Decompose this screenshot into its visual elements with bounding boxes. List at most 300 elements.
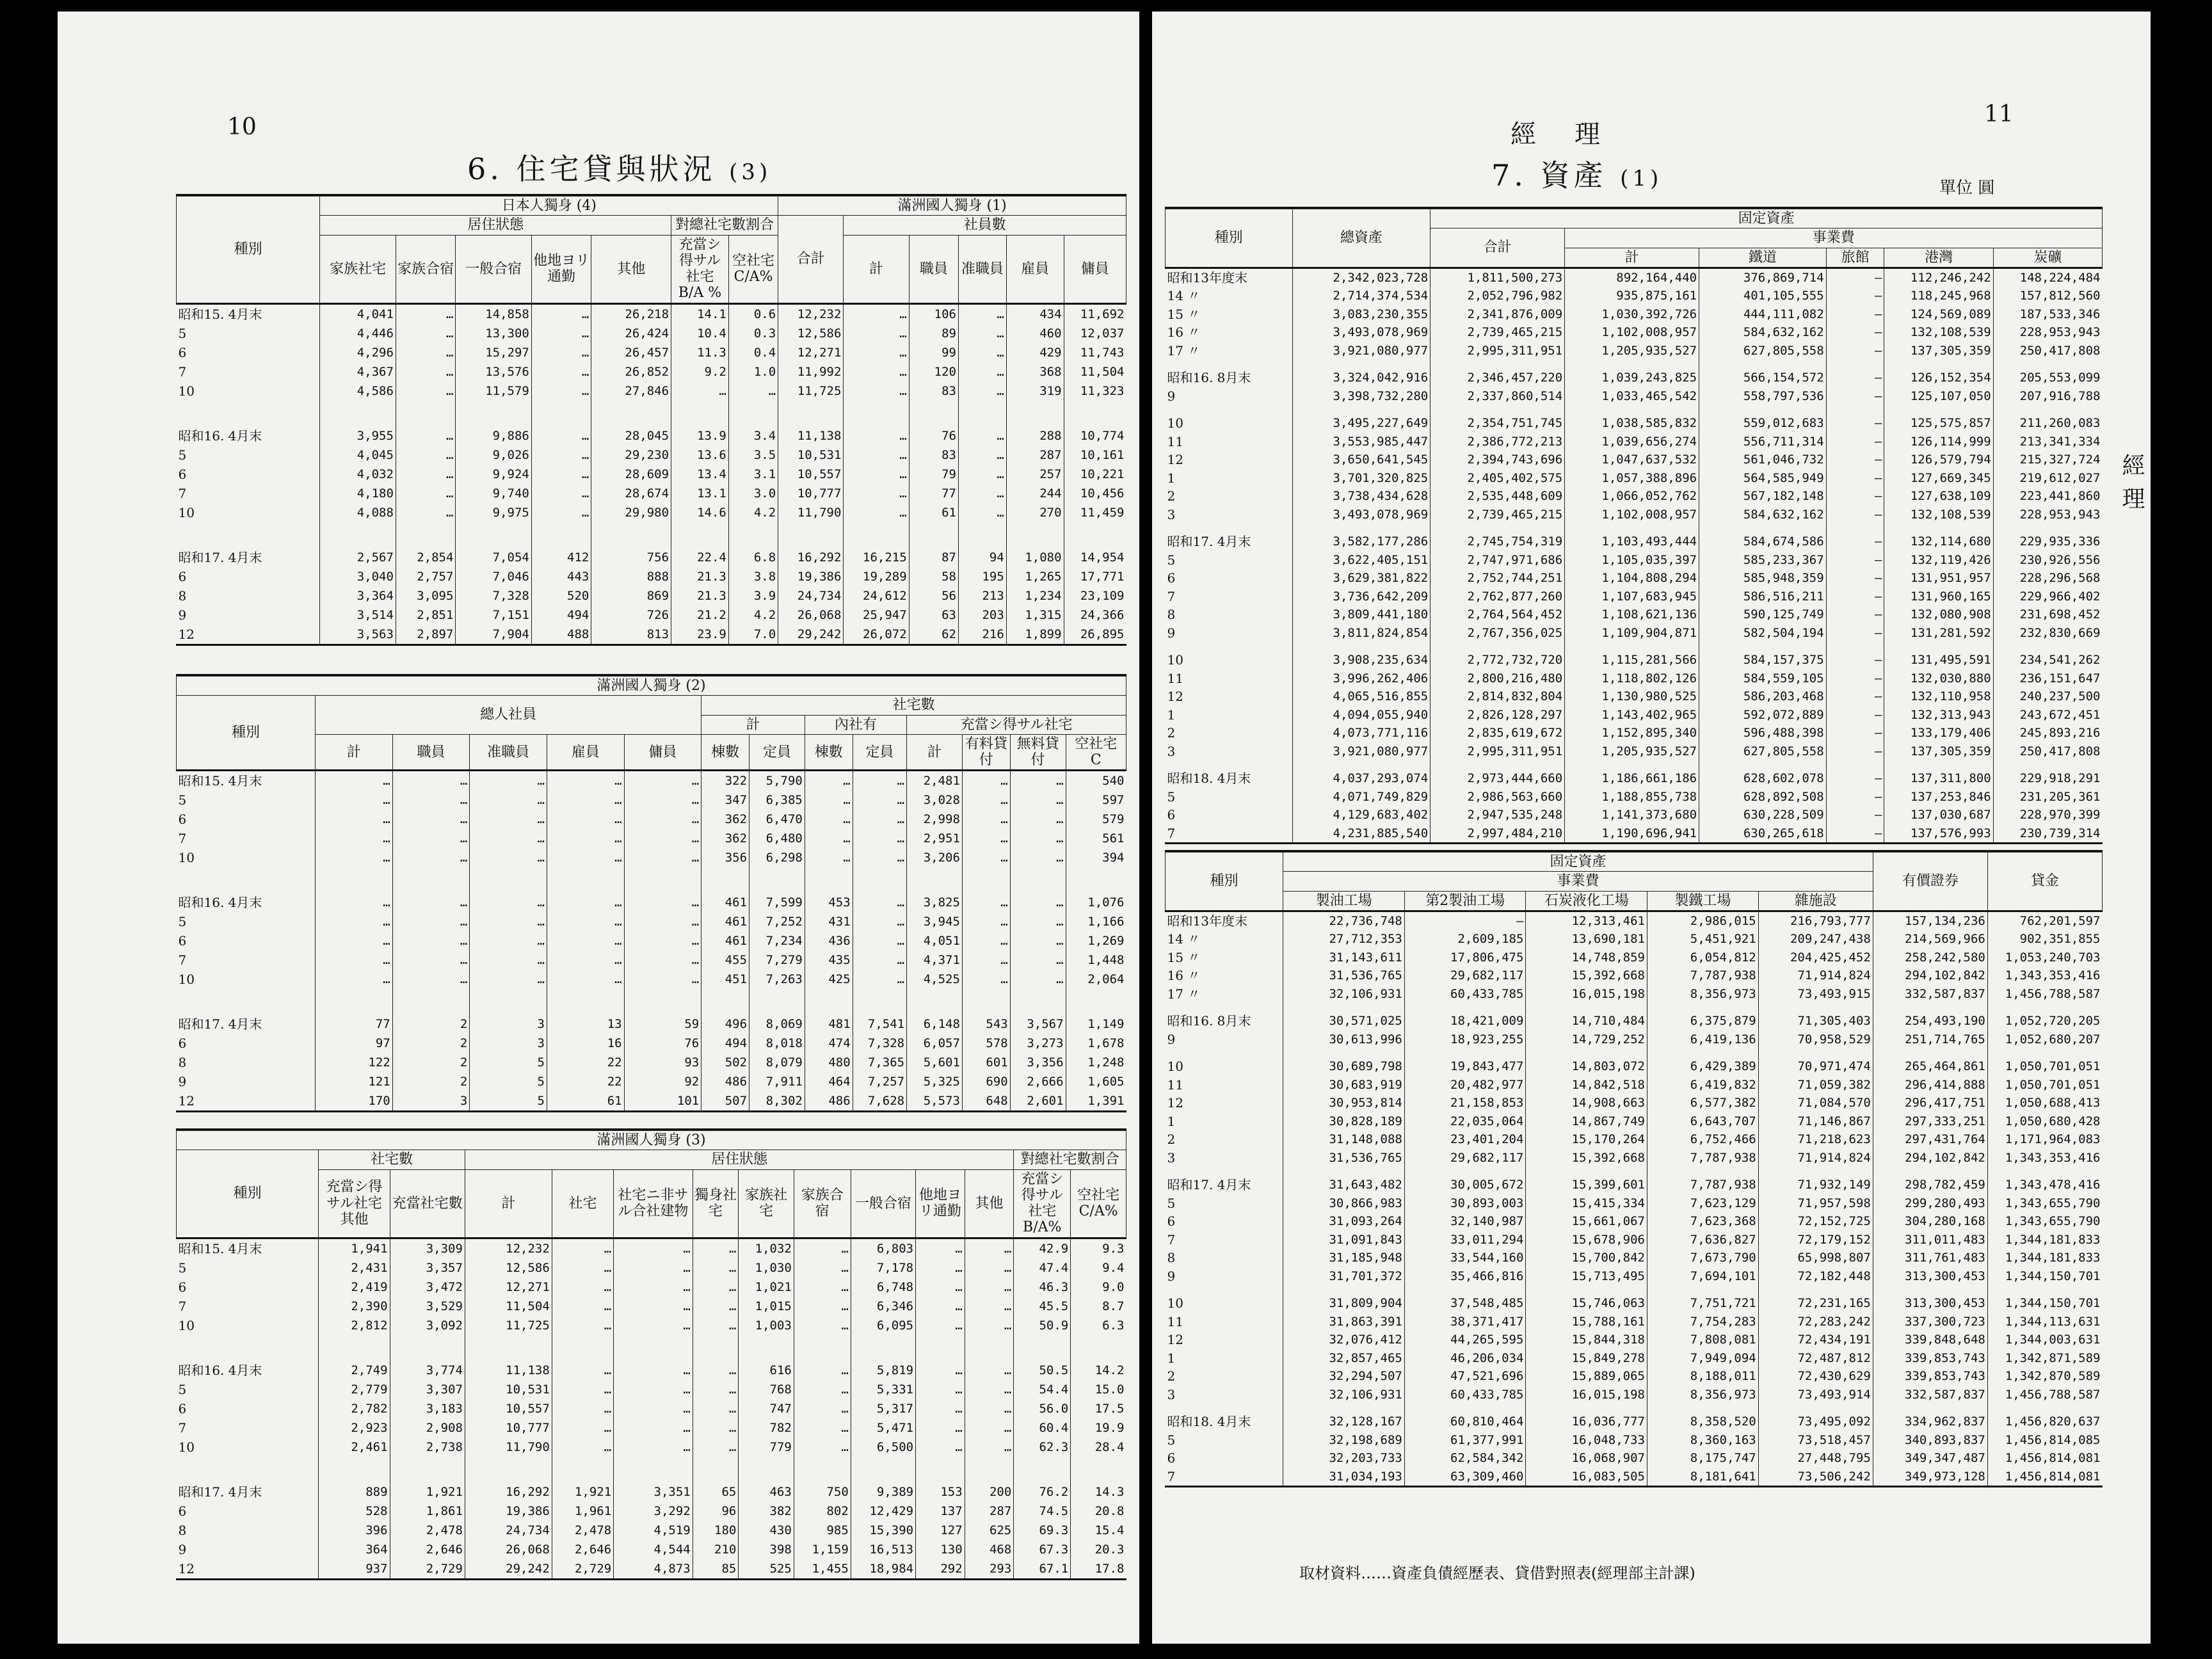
table-cell: 118,245,968 bbox=[1884, 287, 1993, 305]
table-cell: 15,746,063 bbox=[1526, 1294, 1647, 1313]
table-cell: 339,853,743 bbox=[1873, 1349, 1987, 1368]
table-cell bbox=[1826, 642, 1884, 651]
table-cell bbox=[1826, 405, 1884, 414]
table-cell: 15,392,668 bbox=[1526, 966, 1647, 985]
row-label: 昭和17. 4月末 bbox=[178, 1484, 262, 1500]
table-cell: 61 bbox=[909, 503, 958, 522]
table-cell: 813 bbox=[591, 625, 671, 644]
table-cell bbox=[531, 522, 591, 548]
table-cell: 586,516,211 bbox=[1699, 588, 1827, 606]
table-row bbox=[177, 1053, 1126, 1072]
table-cell: 121 bbox=[316, 1072, 393, 1091]
table-cell: … bbox=[470, 829, 547, 848]
table-cell: 412 bbox=[531, 548, 591, 567]
col-total-assets: 總資產 bbox=[1292, 209, 1431, 268]
table-cell: 2,646 bbox=[552, 1540, 613, 1559]
table-cell: … bbox=[853, 970, 906, 989]
table-cell: 251,714,765 bbox=[1873, 1030, 1987, 1049]
table-cell: 15,788,161 bbox=[1526, 1313, 1647, 1331]
table-cell: 2,908 bbox=[390, 1418, 465, 1438]
table-cell: 243,672,451 bbox=[1993, 706, 2102, 725]
table-cell: 10,221 bbox=[1064, 465, 1126, 484]
table-cell: … bbox=[965, 1380, 1014, 1399]
table-cell: — bbox=[1826, 687, 1884, 706]
table-cell: 7,599 bbox=[749, 893, 805, 912]
table-cell: 1,103,493,444 bbox=[1565, 533, 1699, 551]
table-cell: 25,947 bbox=[844, 605, 909, 625]
table-cell: 10,161 bbox=[1064, 445, 1126, 465]
table-cell: 3,040 bbox=[320, 567, 396, 586]
row-label: 8 bbox=[1167, 1250, 1176, 1266]
table-cell: 10,557 bbox=[465, 1399, 552, 1418]
table-cell bbox=[844, 522, 909, 548]
col-family-dorm: 家族合宿 bbox=[396, 235, 456, 303]
table-cell: 7,628 bbox=[853, 1091, 906, 1110]
table-row bbox=[1166, 469, 2103, 488]
row-label: 3 bbox=[1167, 1150, 1176, 1166]
table-cell: 132,108,539 bbox=[1884, 506, 1993, 524]
table-cell: 4,873 bbox=[614, 1559, 693, 1578]
table-cell: 892,164,440 bbox=[1565, 268, 1699, 287]
table-cell: … bbox=[693, 1418, 739, 1438]
table-cell: 16,015,198 bbox=[1526, 1386, 1647, 1404]
row-label: 6 bbox=[1167, 1214, 1176, 1230]
table-cell: 67.3 bbox=[1014, 1540, 1071, 1559]
table-cell: 137,305,359 bbox=[1884, 742, 1993, 761]
table-cell: 127 bbox=[916, 1521, 965, 1540]
row-label: 1 bbox=[1167, 470, 1176, 486]
table-cell: 9,975 bbox=[456, 503, 531, 522]
row-label: 昭和13年度末 bbox=[1167, 269, 1247, 285]
table-cell: 28,609 bbox=[591, 465, 671, 484]
table-cell: 16,292 bbox=[778, 548, 844, 567]
col-cap-own: 定員 bbox=[853, 734, 906, 771]
table-cell: … bbox=[552, 1380, 613, 1399]
table-cell: … bbox=[1010, 790, 1066, 810]
table-cell: … bbox=[958, 503, 1006, 522]
row-label: 16 〃 bbox=[1167, 968, 1201, 984]
row-label: 12 bbox=[178, 1093, 195, 1109]
table-cell: 461 bbox=[701, 893, 749, 912]
table-cell: … bbox=[853, 810, 906, 829]
table-row bbox=[177, 1482, 1126, 1502]
row-label: 10 bbox=[1167, 1295, 1183, 1311]
table-cell: 453 bbox=[805, 893, 853, 912]
table-cell: 2,341,876,009 bbox=[1431, 305, 1565, 324]
table-cell: 401,105,555 bbox=[1699, 287, 1827, 305]
table-cell: … bbox=[1010, 912, 1066, 931]
table-cell: 2,478 bbox=[552, 1521, 613, 1540]
table-cell: … bbox=[552, 1258, 613, 1278]
table-cell: … bbox=[962, 893, 1010, 912]
table-cell: 58 bbox=[909, 567, 958, 586]
table-cell: 590,125,749 bbox=[1699, 605, 1827, 624]
table-row bbox=[1166, 287, 2103, 305]
table-cell: 60,433,785 bbox=[1404, 985, 1526, 1004]
table-cell: 63 bbox=[909, 605, 958, 625]
table-cell: 7,151 bbox=[456, 605, 531, 625]
table-cell: … bbox=[396, 362, 456, 381]
table-cell: … bbox=[794, 1418, 851, 1438]
table-cell: 9.2 bbox=[671, 362, 729, 381]
table-cell: 18,923,255 bbox=[1404, 1030, 1526, 1049]
table-cell: 1,248 bbox=[1066, 1053, 1126, 1072]
table-cell: 455 bbox=[701, 950, 749, 970]
table-cell: 869 bbox=[591, 586, 671, 605]
table-cell: 1,456,788,587 bbox=[1987, 1386, 2102, 1404]
table-cell: 131,495,591 bbox=[1884, 651, 1993, 669]
table-cell: … bbox=[844, 445, 909, 465]
table-cell: 26,218 bbox=[591, 303, 671, 324]
table-cell: 3,650,641,545 bbox=[1292, 451, 1431, 469]
row-label: 8 bbox=[1167, 607, 1176, 623]
table-cell: 2,947,535,248 bbox=[1431, 806, 1565, 824]
table-cell: 2,337,860,514 bbox=[1431, 387, 1565, 406]
row-label: 昭和16. 8月末 bbox=[1167, 370, 1251, 386]
table-cell: … bbox=[958, 381, 1006, 401]
table-cell bbox=[470, 989, 547, 1014]
table-cell: 157,812,560 bbox=[1993, 287, 2102, 305]
table-cell: 1,205,935,527 bbox=[1565, 342, 1699, 360]
table-cell bbox=[1526, 1167, 1647, 1176]
table-cell bbox=[1826, 360, 1884, 369]
table-cell: 434 bbox=[1006, 303, 1064, 324]
table-cell: 2,405,402,575 bbox=[1431, 469, 1565, 488]
table-cell bbox=[456, 401, 531, 426]
table-cell: … bbox=[552, 1399, 613, 1418]
table-row bbox=[1166, 551, 2103, 570]
table-cell: 364 bbox=[319, 1540, 390, 1559]
table-cell: 362 bbox=[701, 829, 749, 848]
table-cell: 18,984 bbox=[851, 1559, 915, 1578]
table-cell: 601 bbox=[962, 1053, 1010, 1072]
table-cell: 3,908,235,634 bbox=[1292, 651, 1431, 669]
table-cell: — bbox=[1826, 706, 1884, 725]
table-cell: … bbox=[853, 771, 906, 791]
table-cell: 6,298 bbox=[749, 848, 805, 867]
table-cell: … bbox=[671, 381, 729, 401]
table-cell: 474 bbox=[805, 1034, 853, 1053]
row-label: 10 bbox=[1167, 415, 1183, 431]
table-cell: … bbox=[624, 810, 701, 829]
table-cell: 298,782,459 bbox=[1873, 1176, 1987, 1194]
table-cell: 132,119,426 bbox=[1884, 551, 1993, 570]
table-cell: 12,232 bbox=[778, 303, 844, 324]
table-cell: 296,414,888 bbox=[1873, 1076, 1987, 1094]
col-empty: 空社宅 C bbox=[1066, 734, 1126, 771]
table-cell: 30,866,983 bbox=[1283, 1194, 1405, 1213]
table-cell: 1,448 bbox=[1066, 950, 1126, 970]
table-cell: 16,215 bbox=[844, 548, 909, 567]
table-cell: 1,039,656,274 bbox=[1565, 433, 1699, 451]
table-cell: 214,569,966 bbox=[1873, 930, 1987, 949]
table-cell: 1,188,855,738 bbox=[1565, 788, 1699, 806]
table-cell: 1,941 bbox=[319, 1238, 390, 1258]
table-cell: 4,045 bbox=[320, 445, 396, 465]
table-cell: 1,076 bbox=[1066, 893, 1126, 912]
table-cell: 496 bbox=[701, 1014, 749, 1034]
table-cell: 5,573 bbox=[907, 1091, 963, 1110]
table-cell: 543 bbox=[962, 1014, 1010, 1034]
table-cell: 528 bbox=[319, 1502, 390, 1521]
col-oil1: 製油工場 bbox=[1283, 891, 1405, 911]
table-cell: 3,563 bbox=[320, 625, 396, 644]
table-cell: 46,206,034 bbox=[1404, 1349, 1526, 1368]
table-cell: 2,052,796,982 bbox=[1431, 287, 1565, 305]
section-title: 滿洲國人獨身 (3) bbox=[177, 1131, 1126, 1150]
table-cell: 2 bbox=[392, 1034, 470, 1053]
table-row bbox=[177, 1091, 1126, 1110]
table-cell: 14,867,749 bbox=[1526, 1112, 1647, 1131]
table-cell bbox=[1987, 1285, 2102, 1294]
table-cell: … bbox=[844, 343, 909, 362]
table-cell: 19,843,477 bbox=[1404, 1057, 1526, 1076]
table-cell: 137,576,993 bbox=[1884, 824, 1993, 843]
table-row bbox=[177, 484, 1126, 503]
page-title bbox=[1491, 152, 1662, 195]
col-calc: 計 bbox=[844, 235, 909, 303]
table-cell: 15.4 bbox=[1071, 1521, 1126, 1540]
table-cell: 3,351 bbox=[614, 1482, 693, 1502]
table-row bbox=[1166, 305, 2103, 324]
table-cell: … bbox=[916, 1278, 965, 1297]
table-cell: … bbox=[965, 1361, 1014, 1380]
table-cell: 12,271 bbox=[778, 343, 844, 362]
table-cell: 27,846 bbox=[591, 381, 671, 401]
table-cell bbox=[392, 989, 470, 1014]
table-cell: — bbox=[1826, 268, 1884, 287]
table-cell: … bbox=[962, 790, 1010, 810]
table-cell: 209,247,438 bbox=[1758, 930, 1873, 949]
table-row bbox=[177, 1559, 1126, 1578]
table-cell bbox=[614, 1457, 693, 1482]
table-cell: 132,108,539 bbox=[1884, 323, 1993, 342]
table-cell: … bbox=[805, 810, 853, 829]
row-label: 6 bbox=[1167, 570, 1176, 586]
table-cell: 73,493,914 bbox=[1758, 1386, 1873, 1404]
table-cell: 15,889,065 bbox=[1526, 1367, 1647, 1386]
table-row bbox=[1166, 605, 2103, 624]
table-cell: 236,151,647 bbox=[1993, 669, 2102, 688]
table-cell: 564,585,949 bbox=[1699, 469, 1827, 488]
table-cell: 4,586 bbox=[320, 381, 396, 401]
table-cell: … bbox=[844, 484, 909, 503]
table-cell: 11,504 bbox=[1064, 362, 1126, 381]
col-own: 內社有 bbox=[805, 715, 906, 734]
table-cell: 2,814,832,804 bbox=[1431, 687, 1565, 706]
table-row bbox=[1166, 624, 2103, 643]
table-cell: 488 bbox=[531, 625, 591, 644]
table-cell: 2,997,484,210 bbox=[1431, 824, 1565, 843]
left-page bbox=[58, 12, 1139, 1644]
row-label: 9 bbox=[178, 1541, 187, 1557]
table-cell: 6,419,832 bbox=[1647, 1076, 1758, 1094]
table-cell: 216,793,777 bbox=[1758, 911, 1873, 930]
table-cell: … bbox=[693, 1278, 739, 1297]
table-cell: … bbox=[794, 1278, 851, 1297]
table-cell: 131,960,165 bbox=[1884, 588, 1993, 606]
table-cell: 37,548,485 bbox=[1404, 1294, 1526, 1313]
table-cell: 4.2 bbox=[728, 605, 778, 625]
table-cell: 561,046,732 bbox=[1699, 451, 1827, 469]
table-cell bbox=[671, 401, 729, 426]
table-cell: 26,424 bbox=[591, 324, 671, 343]
table-cell: 2,419 bbox=[319, 1278, 390, 1297]
table-cell: 2,342,023,728 bbox=[1292, 268, 1431, 287]
row-label: 10 bbox=[178, 383, 195, 399]
table-cell: 5,790 bbox=[749, 771, 805, 791]
table-cell: 71,957,598 bbox=[1758, 1194, 1873, 1213]
table-cell: 2,738 bbox=[390, 1438, 465, 1457]
table-cell: … bbox=[392, 950, 470, 970]
row-label: 5 bbox=[178, 1381, 187, 1397]
table-cell: 72,283,242 bbox=[1758, 1313, 1873, 1331]
table-cell: 1,344,181,833 bbox=[1987, 1231, 2102, 1249]
table-cell: 7,263 bbox=[749, 970, 805, 989]
table-cell: 3,083,230,355 bbox=[1292, 305, 1431, 324]
table-cell: … bbox=[614, 1438, 693, 1457]
table-cell: 1,050,701,051 bbox=[1987, 1057, 2102, 1076]
table-cell bbox=[316, 867, 393, 893]
table-cell bbox=[624, 867, 701, 893]
table-cell: — bbox=[1826, 669, 1884, 688]
col-shokuin: 職員 bbox=[392, 734, 470, 771]
table-cell: 2,762,877,260 bbox=[1431, 588, 1565, 606]
table-cell: 180 bbox=[693, 1521, 739, 1540]
table-cell: 73,506,242 bbox=[1758, 1468, 1873, 1486]
table-cell: 7.0 bbox=[728, 625, 778, 644]
table-cell: 2,601 bbox=[1010, 1091, 1066, 1110]
table-cell: … bbox=[624, 950, 701, 970]
table-cell: 4,094,055,940 bbox=[1292, 706, 1431, 725]
row-label: 7 bbox=[178, 952, 187, 968]
table-cell: 3,356 bbox=[1010, 1053, 1066, 1072]
table-cell bbox=[701, 989, 749, 1014]
table-cell: 10,777 bbox=[778, 484, 844, 503]
table-cell: … bbox=[728, 381, 778, 401]
data-table bbox=[176, 676, 1126, 1110]
table-cell: … bbox=[396, 445, 456, 465]
table-cell: 616 bbox=[739, 1361, 794, 1380]
table-cell: … bbox=[552, 1238, 613, 1258]
table-cell: … bbox=[1010, 810, 1066, 829]
table-cell: 12,037 bbox=[1064, 324, 1126, 343]
table-row bbox=[1166, 687, 2103, 706]
col-total: 合計 bbox=[778, 216, 844, 303]
table-cell: 3,493,078,969 bbox=[1292, 323, 1431, 342]
table-cell: 137 bbox=[916, 1502, 965, 1521]
col-general: 一般合宿 bbox=[851, 1169, 915, 1238]
table-row bbox=[1166, 949, 2103, 967]
table-cell: 77 bbox=[316, 1014, 393, 1034]
table-cell: 13,690,181 bbox=[1526, 930, 1647, 949]
col-business: 事業費 bbox=[1565, 228, 2103, 248]
row-label: 昭和18. 4月末 bbox=[1167, 1414, 1251, 1430]
table-cell: 26,068 bbox=[778, 605, 844, 625]
col-kind: 種別 bbox=[177, 696, 316, 771]
table-row bbox=[177, 989, 1126, 1014]
table-cell: 14,729,252 bbox=[1526, 1030, 1647, 1049]
table-row bbox=[1166, 1030, 2103, 1049]
col-family-dorm: 家族合宿 bbox=[794, 1169, 851, 1238]
table-cell: 21.3 bbox=[671, 567, 729, 586]
table-cell bbox=[614, 1335, 693, 1361]
table-row bbox=[177, 303, 1126, 324]
col-cn: 空社宅 C/A% bbox=[728, 235, 778, 303]
table-cell: 228,970,399 bbox=[1993, 806, 2102, 824]
row-label bbox=[1166, 1003, 1283, 1012]
table-cell: 5,317 bbox=[851, 1399, 915, 1418]
table-cell: … bbox=[853, 848, 906, 867]
row-label: 昭和16. 4月末 bbox=[178, 428, 262, 444]
table-cell: 24,734 bbox=[465, 1521, 552, 1540]
col-houses: 社宅數 bbox=[319, 1150, 465, 1169]
table-cell: 204,425,452 bbox=[1758, 949, 1873, 967]
table-cell: 2,646 bbox=[390, 1540, 465, 1559]
row-label: 11 bbox=[1167, 433, 1183, 449]
col-notuse: 充當シ得サル社宅 其他 bbox=[319, 1169, 390, 1238]
table-cell: … bbox=[552, 1297, 613, 1316]
table-cell: 228,296,568 bbox=[1993, 569, 2102, 588]
table-cell: 16,292 bbox=[465, 1482, 552, 1502]
table-cell: 461 bbox=[701, 912, 749, 931]
row-label: 昭和17. 4月末 bbox=[178, 1016, 262, 1032]
table-cell: 228,953,943 bbox=[1993, 323, 2102, 342]
table-cell: 3,206 bbox=[907, 848, 963, 867]
table-cell: 32,106,931 bbox=[1283, 1386, 1405, 1404]
table-cell: … bbox=[316, 810, 393, 829]
table-cell: 630,228,509 bbox=[1699, 806, 1827, 824]
table-cell: 31,093,264 bbox=[1283, 1212, 1405, 1231]
table-cell: … bbox=[853, 950, 906, 970]
table-cell: 22.4 bbox=[671, 548, 729, 567]
table-cell: … bbox=[392, 810, 470, 829]
table-row bbox=[1166, 985, 2103, 1004]
table-cell: 2,951 bbox=[907, 829, 963, 848]
table-cell: 228,953,943 bbox=[1993, 506, 2102, 524]
table-cell: … bbox=[962, 950, 1010, 970]
table-cell: 340,893,837 bbox=[1873, 1431, 1987, 1450]
table-cell: … bbox=[547, 893, 625, 912]
table-cell: — bbox=[1826, 769, 1884, 788]
table-cell: 9,026 bbox=[456, 445, 531, 465]
table-cell bbox=[916, 1335, 965, 1361]
table-cell: 14.2 bbox=[1071, 1361, 1126, 1380]
table-cell: … bbox=[853, 893, 906, 912]
table-cell: 443 bbox=[531, 567, 591, 586]
table-cell: … bbox=[531, 324, 591, 343]
table-cell: 3,825 bbox=[907, 893, 963, 912]
table-cell: 6,148 bbox=[907, 1014, 963, 1034]
table-cell: 23,109 bbox=[1064, 586, 1126, 605]
row-label bbox=[1166, 760, 1293, 769]
table-cell: … bbox=[805, 771, 853, 791]
table-cell: 2,986,015 bbox=[1647, 911, 1758, 930]
table-cell: 4,180 bbox=[320, 484, 396, 503]
row-label: 2 bbox=[1167, 725, 1176, 741]
table-row bbox=[177, 625, 1126, 644]
table-row bbox=[177, 503, 1126, 522]
table-cell: 293 bbox=[965, 1559, 1014, 1578]
table-cell: 6,095 bbox=[851, 1316, 915, 1335]
table-row bbox=[177, 970, 1126, 989]
table-cell: 2,535,448,609 bbox=[1431, 487, 1565, 506]
table-cell: 1,052,680,207 bbox=[1987, 1030, 2102, 1049]
table-cell: 93 bbox=[624, 1053, 701, 1072]
table-cell: 430 bbox=[739, 1521, 794, 1540]
table-cell bbox=[1404, 1048, 1526, 1057]
table-cell: 2,772,732,720 bbox=[1431, 651, 1565, 669]
